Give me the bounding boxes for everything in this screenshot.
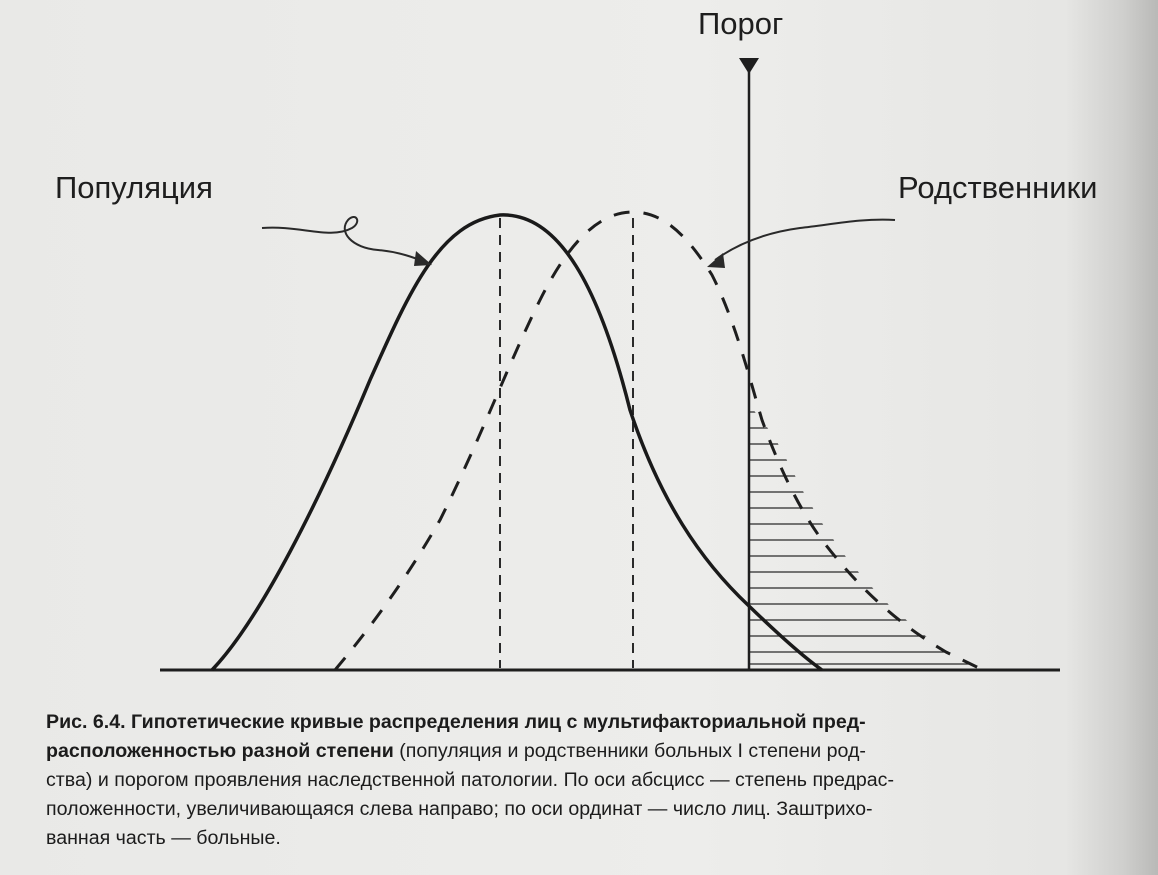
caption-line-5: ванная часть — больные. [46,827,281,849]
population-label: Популяция [55,170,213,205]
threshold-marker-icon [739,58,759,74]
affected-hatched-area [749,412,1000,664]
population-curve [212,215,822,670]
figure-caption [46,708,1126,853]
caption-text: (популяция и родственники больных I степени род- [393,740,866,762]
caption-line-3: ства) и порогом проявления наследственной патологии. По оси абсцисс — степень предрас- [46,769,894,791]
relatives-curve [335,212,983,670]
caption-bold-text: Рис. 6.4. Гипотетические кривые распределения лиц с мультифакториальной пред- [46,711,866,733]
population-pointer-arrow [262,217,432,266]
caption-line-4: положенности, увеличивающаяся слева направо; по оси ординат — число лиц. Заштрихо- [46,798,873,820]
caption-line-1 [46,708,1126,737]
caption-bold-text: расположенностью разной степени [46,740,394,762]
relatives-label: Родственники [898,170,1098,205]
threshold-label: Порог [698,6,784,41]
relatives-pointer-arrow [707,220,895,268]
caption-line-2 [46,737,1126,766]
